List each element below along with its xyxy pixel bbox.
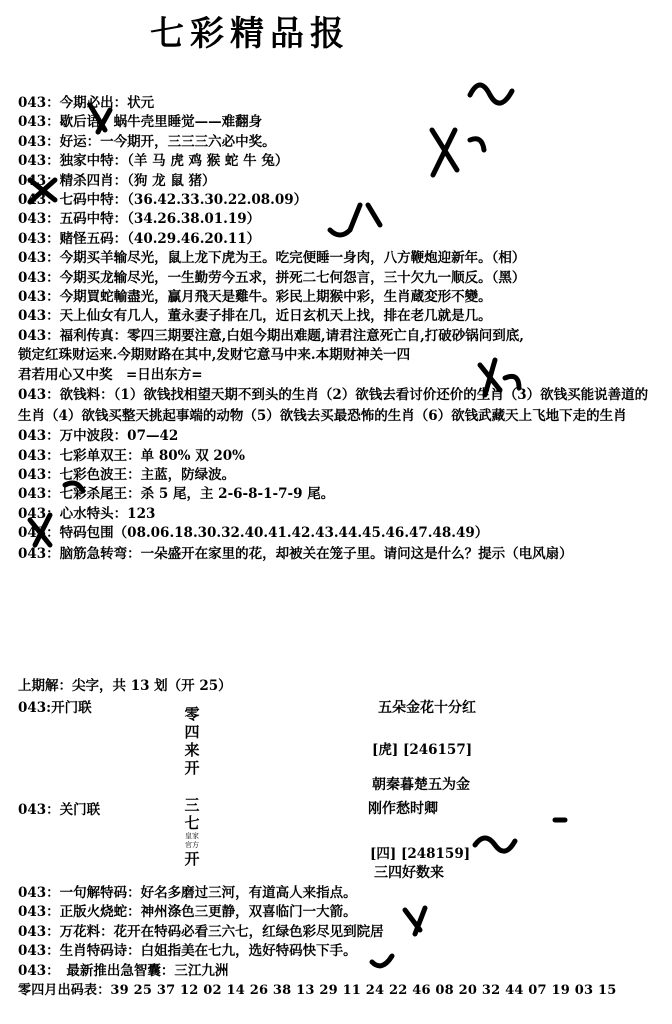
vertical-char: 开 <box>184 850 200 868</box>
line-surround: 043：特码包围（08.06.18.30.32.40.41.42.43.44.45.46.47.48.49） <box>18 525 489 542</box>
forecast-lines <box>18 94 658 565</box>
line-color-wave: 043：七彩色波王：主蓝，防绿波。 <box>18 466 236 483</box>
close-couplet-right-2: 刚作愁时卿 <box>368 801 438 817</box>
open-couplet-vertical <box>182 705 202 777</box>
line-welfare-1: 043：福利传真：零四三期要注意,白姐今期出难题,请君注意死亡自,打破砂锅问到底, <box>18 327 524 344</box>
bottom-lines <box>18 884 668 1000</box>
line-poem-goat: 043：今期买羊输尽光，鼠上龙下虎为王。吃完便睡一身肉，八方鞭炮迎新年。（相） <box>18 250 526 267</box>
open-couplet-code: [虎] [246157] <box>372 742 473 758</box>
open-couplet-label: 043:开门联 <box>18 700 92 716</box>
line-wave: 043：万中波段：07—42 <box>18 428 179 445</box>
line-flower: 043：万花料：花开在特码必看三六七，红绿色彩尽见到院居 <box>18 923 384 940</box>
vertical-char: 七 <box>184 814 200 832</box>
line-five-codes: 043：五码中特：（34.26.38.01.19） <box>18 211 261 228</box>
line-exclusive-zodiac: 043：独家中特：（羊 马 虎 鸡 猴 蛇 牛 兔） <box>18 153 289 170</box>
line-gamble-codes: 043：赌怪五码：（40.29.46.20.11） <box>18 230 261 247</box>
vertical-char: 来 <box>184 741 200 759</box>
line-poem-dragon: 043：今期买龙输尽光，一生勤劳今五求，拼死二七何怨言，三十欠九一顺反。（黑） <box>18 269 526 286</box>
close-couplet-vertical <box>182 796 202 868</box>
page-title: 七彩精品报 <box>150 14 350 54</box>
last-answer: 上期解：尖字，共 13 划（开 25） <box>18 678 232 694</box>
line-smart-bag: 043： 最新推出急智囊：三江九洲 <box>18 962 229 979</box>
vertical-char: 零 <box>184 705 200 723</box>
open-couplet-right: 五朵金花十分红 <box>378 700 476 716</box>
line-heart-head: 043：心水特头：123 <box>18 505 156 522</box>
line-zodiac-poem: 043：生肖特码诗：白姐指美在七九，选好特码快下手。 <box>18 943 357 960</box>
close-couplet-code: [四] [248159] <box>370 846 471 862</box>
line-one-sentence: 043：一句解特码：好名多磨过三河，有道高人来指点。 <box>18 885 357 901</box>
line-kill-four: 043：精杀四肖：（狗 龙 鼠 猪） <box>18 172 216 189</box>
close-couplet-right-3: 三四好数来 <box>374 865 444 881</box>
vertical-char: 四 <box>184 723 200 741</box>
line-odd-even: 043：七彩单双王：单 80% 双 20% <box>18 447 246 464</box>
line-welfare-2: 锁定红珠财运来.今期财路在其中,发财它意马中来.本期财神关一四 <box>18 347 411 364</box>
line-proverb: 043：歇后语：蜗牛壳里睡觉——难翻身 <box>18 114 263 131</box>
line-good-luck: 043：好运：一今期开，三三三六必中奖。 <box>18 133 276 150</box>
vertical-char: 三 <box>184 796 200 814</box>
line-riddle-money: 043：欲钱料：（1）欲钱找相望天期不到头的生肖（2）欲钱去看讨价还价的生肖（3）欲钱买能说善道的生肖（4）欲钱买整天挑起事端的动物（5）欲钱去买最恐怖的生肖（6）欲钱武藏天上飞地下走的生肖 <box>18 387 649 425</box>
line-code-table: 零四月出码表：39 25 37 12 02 14 26 38 13 29 11 24 22 46 08 20 32 44 07 19 03 15 <box>18 983 617 999</box>
close-couplet-label: 043：关门联 <box>18 802 101 818</box>
line-fire-snake: 043：正版火烧蛇：神州涤色三更静，双喜临门一大箭。 <box>18 904 357 921</box>
close-couplet-right-1: 朝秦暮楚五为金 <box>372 777 470 793</box>
line-poem-fairy: 043：天上仙女有几人，董永妻子排在几，近日玄机天上找，排在老几就是几。 <box>18 308 492 325</box>
line-welfare-3: 君若用心又中奖 =日出东方= <box>18 366 203 383</box>
line-seven-codes: 043：七码中特：（36.42.33.30.22.08.09） <box>18 192 308 209</box>
line-must-appear: 043：今期必出：状元 <box>18 95 155 111</box>
watermark-text: 皇家官方 <box>185 832 199 849</box>
line-poem-snake: 043：今期買蛇輸盡光，贏月飛天是雞牛。彩民上期猴中彩，生肖蔵変形不變。 <box>18 289 492 306</box>
line-brain-teaser: 043：脑筋急转弯：一朵盛开在家里的花，却被关在笼子里。请问这是什么？提示（电风扇） <box>18 545 573 562</box>
vertical-char: 开 <box>184 759 200 777</box>
line-kill-tail: 043：七彩杀尾王：杀 5 尾，主 2-6-8-1-7-9 尾。 <box>18 486 335 503</box>
